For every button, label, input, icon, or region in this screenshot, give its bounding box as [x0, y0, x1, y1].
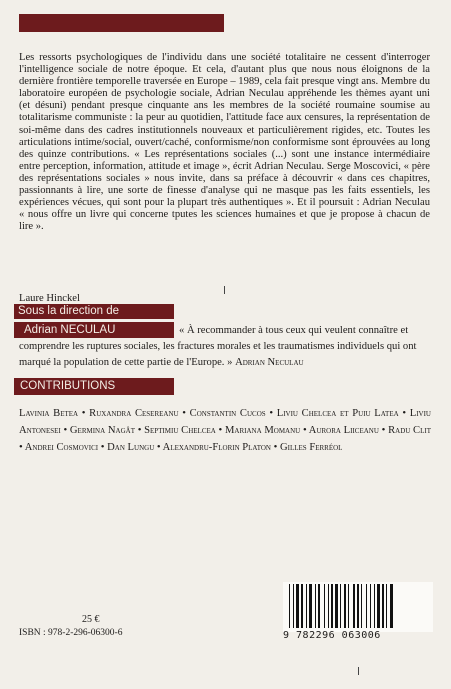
quote-attribution: Adrian Neculau [235, 357, 304, 368]
barcode [283, 582, 433, 632]
back-cover-blurb: Les ressorts psychologiques de l'individu dans une société totalitaire ne cessent d'interroger l'intelligence sociale de notre époque. Et cela, d'autant plus que nous nous éloignons de la dernière frontière temporelle traversée en Europe – 1989, cela fait presque vingt ans. Membre du laboratoire européen de psychologie sociale, Adrian Neculau appréhende les thèmes ayant uni (et désuni) pendant presque cinquante ans les membres de la société roumaine soumise au totalitarisme communiste : la peur au quotidien, l'attitude face aux censures, la représentation de soi-même dans des cadres institutionnels nouveaux et particulièrement rigides, etc. Toutes les articulations intime/social, ouvert/caché, conformisme/non conformisme sont éprouvées au long des quinze contributions. « Les représentations sociales (...) sont une instance intermédiaire entre perception, information, attitude et image », écrit Adrian Neculau. Serge Moscovici, « père des représentations sociales » nous invite, dans sa préface à découvrir « dans ces chapitres, passionnants à lire, une sorte de finesse d'analyse qui ne masque pas les faits essentiels, les expériences vécues, qui sont pour la plupart très authentiques ». Et il poursuit : Adrian Neculau « nous offre un livre qui concerne tputes les sciences humaines et que je propose à chacun de lire ». [19, 52, 430, 233]
top-accent-bar [19, 14, 224, 32]
direction-heading: Sous la direction de [14, 304, 174, 319]
recommendation-quote [19, 323, 431, 371]
isbn: ISBN : 978-2-296-06300-6 [19, 628, 123, 638]
stray-mark [224, 286, 225, 294]
director-name: Adrian NECULAU [14, 322, 174, 338]
stray-mark [358, 667, 359, 675]
barcode-digits: 9 782296 063006 [283, 630, 381, 641]
barcode-bars [283, 582, 433, 630]
price: 25 € [82, 614, 100, 625]
quote-text: « À recommander à tous ceux qui veulent connaître et comprendre les ruptures sociales, les fractures morales et les traumatismes individuels qui ont marqué la population de cette partie de l'Europe. » [19, 325, 417, 368]
contributions-heading: CONTRIBUTIONS [14, 378, 174, 395]
contributors-list: Lavinia Betea • Ruxandra Cesereanu • Constantin Cucos • Liviu Chelcea et Puiu Latea • Liviu Antonesei • Germina Nagât • Septimiu Chelcea • Mariana Momanu • Aurora Liiceanu • Radu Clit • Andrei Cosmovici • Dan Lungu • Alexandru-Florin Platon • Gilles Ferréol [19, 408, 431, 453]
blurb-signature: Laure Hinckel [19, 293, 80, 304]
